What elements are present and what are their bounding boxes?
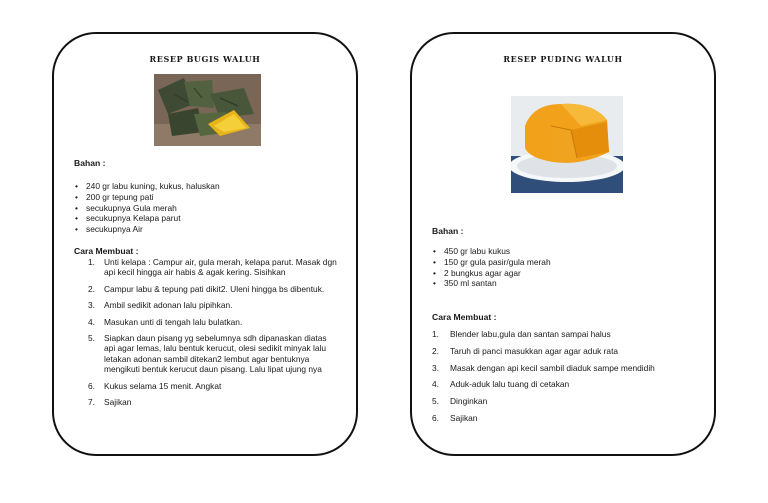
step-number: 5.	[88, 333, 95, 344]
list-item	[88, 300, 338, 310]
recipe-title: RESEP BUGIS WALUH	[149, 54, 261, 64]
list-item	[88, 257, 338, 278]
pumpkin-pudding-photo	[511, 96, 623, 193]
step-number: 1.	[88, 257, 95, 267]
list-item	[88, 381, 338, 391]
step-number: 4.	[432, 379, 439, 390]
instruction-list	[432, 329, 712, 430]
step-number: 3.	[88, 300, 95, 311]
step-text: Kukus selama 15 menit. Angkat	[104, 380, 222, 391]
instructions-label: Cara Membuat :	[74, 246, 139, 256]
list-item	[432, 413, 712, 423]
step-text: Siapkan daun pisang yg sebelumnya sdh dipanaskan diatas api agar lemas, lalu bentuk kerucut, olesi sedikit minyak lalu letakan adonan sambil ditekan2 lembut agar bentuknya mengikuti bentuk kerucut daun pisang. Lalu lipat ujung nya	[104, 333, 327, 375]
step-text: Masak dengan api kecil sambil diaduk sampe mendidih	[450, 362, 655, 373]
list-item	[88, 317, 338, 327]
list-item: • 200 gr tepung pati	[74, 192, 344, 203]
list-item	[432, 346, 712, 356]
ingredient-list	[74, 181, 344, 235]
list-item	[88, 284, 338, 294]
step-text: Sajikan	[104, 397, 132, 408]
step-number: 2.	[432, 345, 439, 356]
step-text: Taruh di panci masukkan agar agar aduk rata	[450, 345, 619, 356]
step-number: 2.	[88, 283, 95, 294]
step-text: Ambil sedikit adonan lalu pipihkan.	[104, 300, 233, 311]
list-item	[88, 333, 338, 375]
list-item	[432, 379, 712, 389]
ingredients-label: Bahan :	[74, 158, 106, 168]
ingredients-label: Bahan :	[432, 226, 464, 236]
list-item: • 240 gr labu kuning, kukus, haluskan	[74, 181, 344, 192]
list-item: • 2 bungkus agar agar	[432, 268, 702, 279]
step-number: 4.	[88, 316, 95, 327]
step-text: Blender labu,gula dan santan sampai halus	[450, 329, 611, 339]
list-item: • secukupnya Gula merah	[74, 203, 344, 214]
step-text: Masukan unti di tengah lalu bulatkan.	[104, 316, 243, 327]
step-number: 3.	[432, 362, 439, 373]
instructions-label: Cara Membuat :	[432, 312, 497, 322]
list-item: • secukupnya Air	[74, 224, 344, 235]
list-item	[432, 396, 712, 406]
step-number: 1.	[432, 329, 439, 339]
recipe-title: RESEP PUDING WALUH	[503, 54, 623, 64]
bugis-cake-photo	[154, 74, 261, 146]
step-text: Unti kelapa : Campur air, gula merah, kelapa parut. Masak dgn api kecil hingga air habis & agak kering. Sisihkan	[104, 257, 337, 278]
instruction-list	[88, 257, 338, 413]
step-number: 6.	[432, 412, 439, 423]
step-number: 6.	[88, 380, 95, 391]
ingredient-list	[432, 246, 702, 289]
list-item: • secukupnya Kelapa parut	[74, 213, 344, 224]
list-item: • 350 ml santan	[432, 278, 702, 289]
list-item: • 150 gr gula pasir/gula merah	[432, 257, 702, 268]
list-item	[88, 397, 338, 407]
step-number: 7.	[88, 397, 95, 408]
step-text: Campur labu & tepung pati dikit2. Uleni hingga bs dibentuk.	[104, 283, 325, 294]
step-text: Sajikan	[450, 412, 478, 423]
step-text: Dinginkan	[450, 396, 488, 407]
list-item: • 450 gr labu kukus	[432, 246, 702, 257]
step-number: 5.	[432, 396, 439, 407]
list-item	[432, 363, 712, 373]
recipe-card-bugis	[52, 32, 358, 456]
step-text: Aduk-aduk lalu tuang di cetakan	[450, 379, 570, 390]
recipe-card-puding	[410, 32, 716, 456]
list-item	[432, 329, 712, 339]
